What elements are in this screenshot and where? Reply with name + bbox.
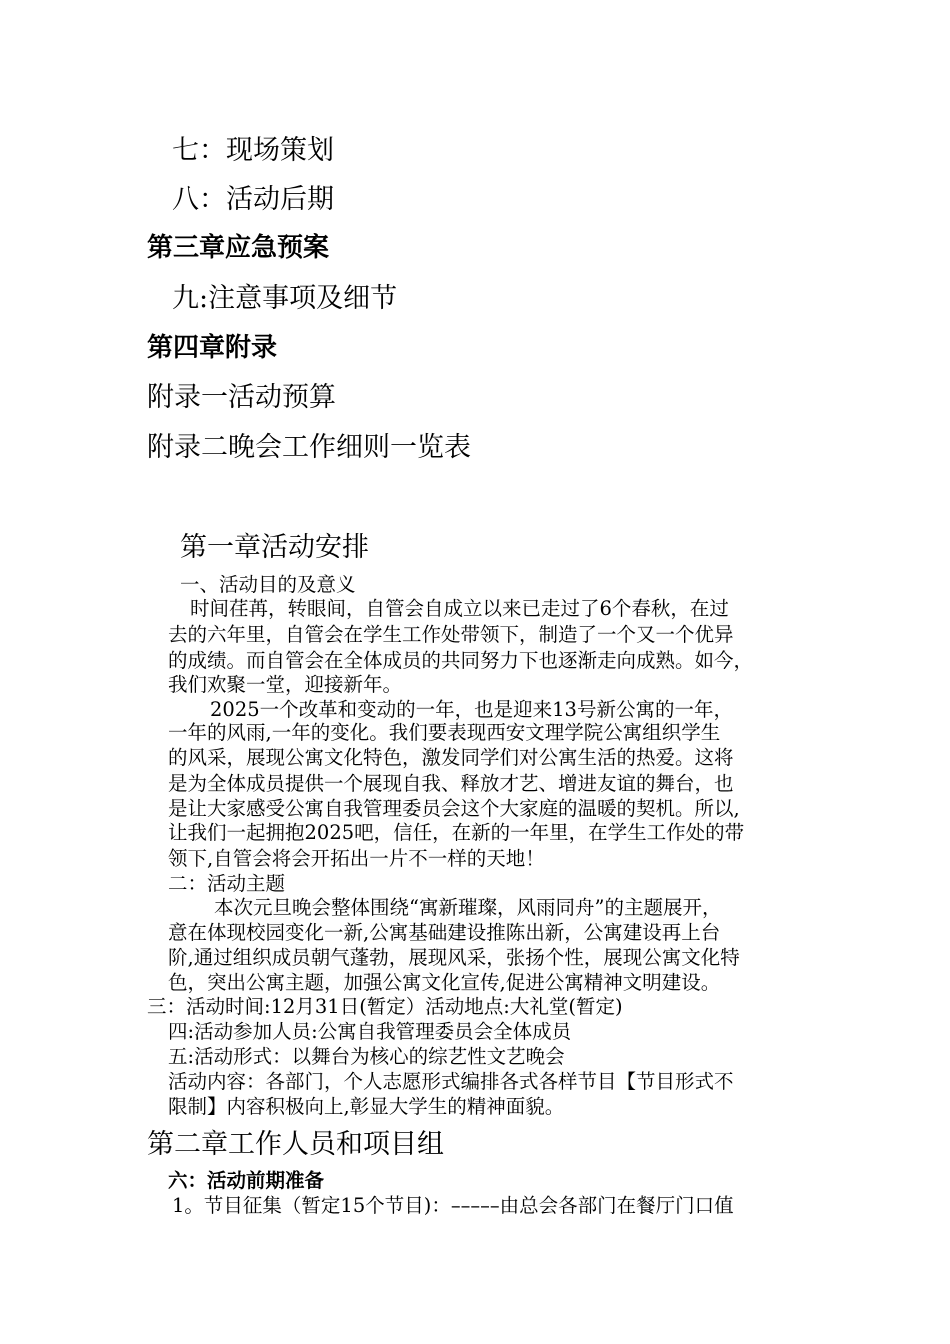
toc-item-8: 八：活动后期 [172, 184, 334, 215]
toc-chapter-4: 第四章附录 [147, 333, 278, 363]
toc-appendix-1: 附录一活动预算 [147, 382, 336, 413]
toc-item-7: 七：现场策划 [172, 135, 334, 166]
chapter-2-title: 第二章工作人员和项目组 [147, 1129, 444, 1160]
para-2-line-3: 的风采，展现公寓文化特色，激发同学们对公寓生活的热爱。这将 [168, 746, 734, 769]
activity-content-line-2: 限制】内容积极向上,彰显大学生的精神面貌。 [168, 1095, 565, 1118]
toc-appendix-2: 附录二晚会工作细则一览表 [147, 432, 471, 463]
para-2-line-7: 领下,自管会将会开拓出一片不一样的天地！ [168, 847, 545, 870]
toc-item-9: 九:注意事项及细节 [172, 283, 398, 314]
section-1-heading: 一、活动目的及意义 [180, 573, 356, 596]
section-5-format: 五:活动形式：以舞台为核心的综艺性文艺晚会 [168, 1045, 565, 1068]
section-4-participants: 四:活动参加人员:公寓自我管理委员会全体成员 [168, 1020, 572, 1043]
para-1-line-4: 我们欢聚一堂，迎接新年。 [168, 673, 403, 696]
activity-content-line-1: 活动内容：各部门，个人志愿形式编排各式各样节目【节目形式不 [168, 1070, 734, 1093]
para-3-line-1: 本次元旦晚会整体围绕“寓新璀璨，风雨同舟”的主题展开， [214, 896, 722, 919]
toc-chapter-3: 第三章应急预案 [147, 233, 330, 263]
para-1-line-1: 时间荏苒，转眼间，自管会自成立以来已走过了6个春秋，在过 [190, 597, 729, 620]
para-2-line-1: 2025一个改革和变动的一年，也是迎来13号新公寓的一年， [210, 698, 733, 721]
para-2-line-6: 让我们一起拥抱2025吧，信任，在新的一年里，在学生工作处的带 [168, 821, 745, 844]
para-2-line-2: 一年的风雨,一年的变化。我们要表现西安文理学院公寓组织学生 [168, 721, 721, 744]
para-1-line-2: 去的六年里，自管会在学生工作处带领下，制造了一个又一个优异 [168, 623, 734, 646]
section-6-heading: 六：活动前期准备 [168, 1169, 325, 1192]
para-1-line-3: 的成绩。而自管会在全体成员的共同努力下也逐渐走向成熟。如今， [168, 649, 754, 672]
para-3-line-3: 阶,通过组织成员朝气蓬勃，展现风采，张扬个性，展现公寓文化特 [168, 946, 740, 969]
section-2-heading: 二：活动主题 [168, 872, 286, 895]
para-3-line-2: 意在体现校园变化一新,公寓基础建设推陈出新，公寓建设再上台 [168, 921, 721, 944]
para-2-line-4: 是为全体成员提供一个展现自我、释放才艺、增进友谊的舞台，也 [168, 772, 734, 795]
para-2-line-5: 是让大家感受公寓自我管理委员会这个大家庭的温暖的契机。所以, [168, 797, 740, 820]
item-1-program-collection: 1。节目征集（暂定15个节目)：–––––由总会各部门在餐厅门口值 [172, 1194, 734, 1217]
para-3-line-4: 色，突出公寓主题，加强公寓文化宣传,促进公寓精神文明建设。 [168, 971, 721, 994]
section-3-time-location: 三：活动时间:12月31日(暂定）活动地点:大礼堂(暂定) [147, 995, 623, 1018]
chapter-1-title: 第一章活动安排 [180, 532, 369, 563]
